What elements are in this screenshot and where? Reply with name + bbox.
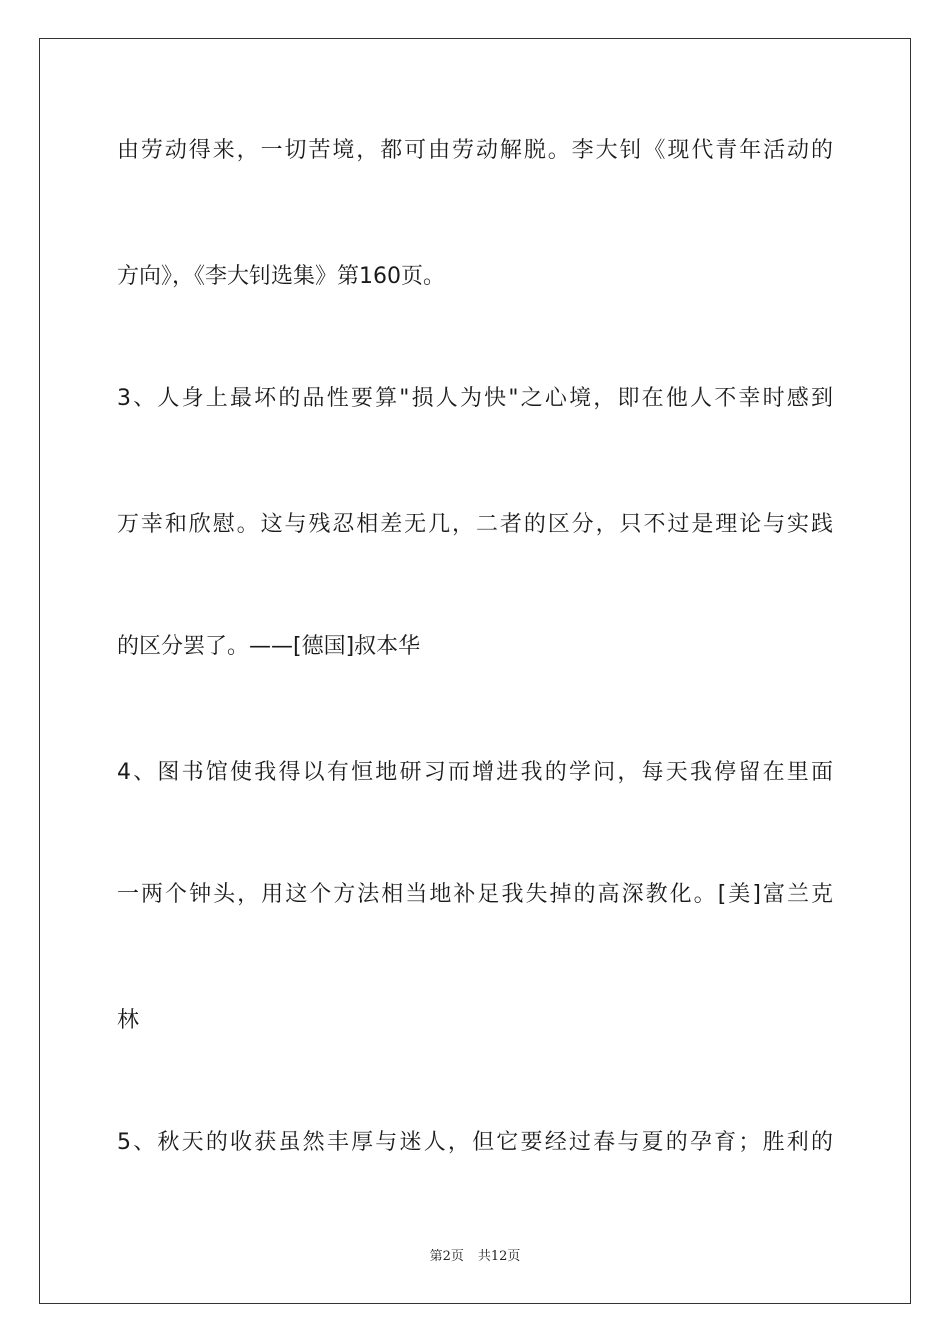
text-line-4: 万幸和欣慰。这与残忍相差无几，二者的区分，只不过是理论与实践 — [117, 512, 833, 537]
page-border — [39, 38, 911, 1304]
text-line-2: 方向》，《李大钊选集》第160页。 — [117, 264, 445, 289]
page-total: 共12页 — [477, 1249, 521, 1264]
text-line-6: 4、图书馆使我得以有恒地研习而增进我的学问，每天我停留在里面 — [117, 760, 833, 785]
text-line-5: 的区分罢了。——[德国]叔本华 — [117, 634, 421, 659]
text-line-3: 3、人身上最坏的品性要算"损人为快"之心境，即在他人不幸时感到 — [117, 386, 833, 411]
text-line-1: 由劳动得来，一切苦境，都可由劳动解脱。李大钊《现代青年活动的 — [117, 138, 833, 163]
text-line-8: 林 — [117, 1008, 140, 1033]
page-number: 第2页 — [429, 1249, 464, 1264]
text-line-7: 一两个钟头，用这个方法相当地补足我失掉的高深教化。[美]富兰克 — [117, 882, 833, 907]
page-footer — [0, 1248, 950, 1266]
text-line-9: 5、秋天的收获虽然丰厚与迷人，但它要经过春与夏的孕育；胜利的 — [117, 1130, 833, 1155]
